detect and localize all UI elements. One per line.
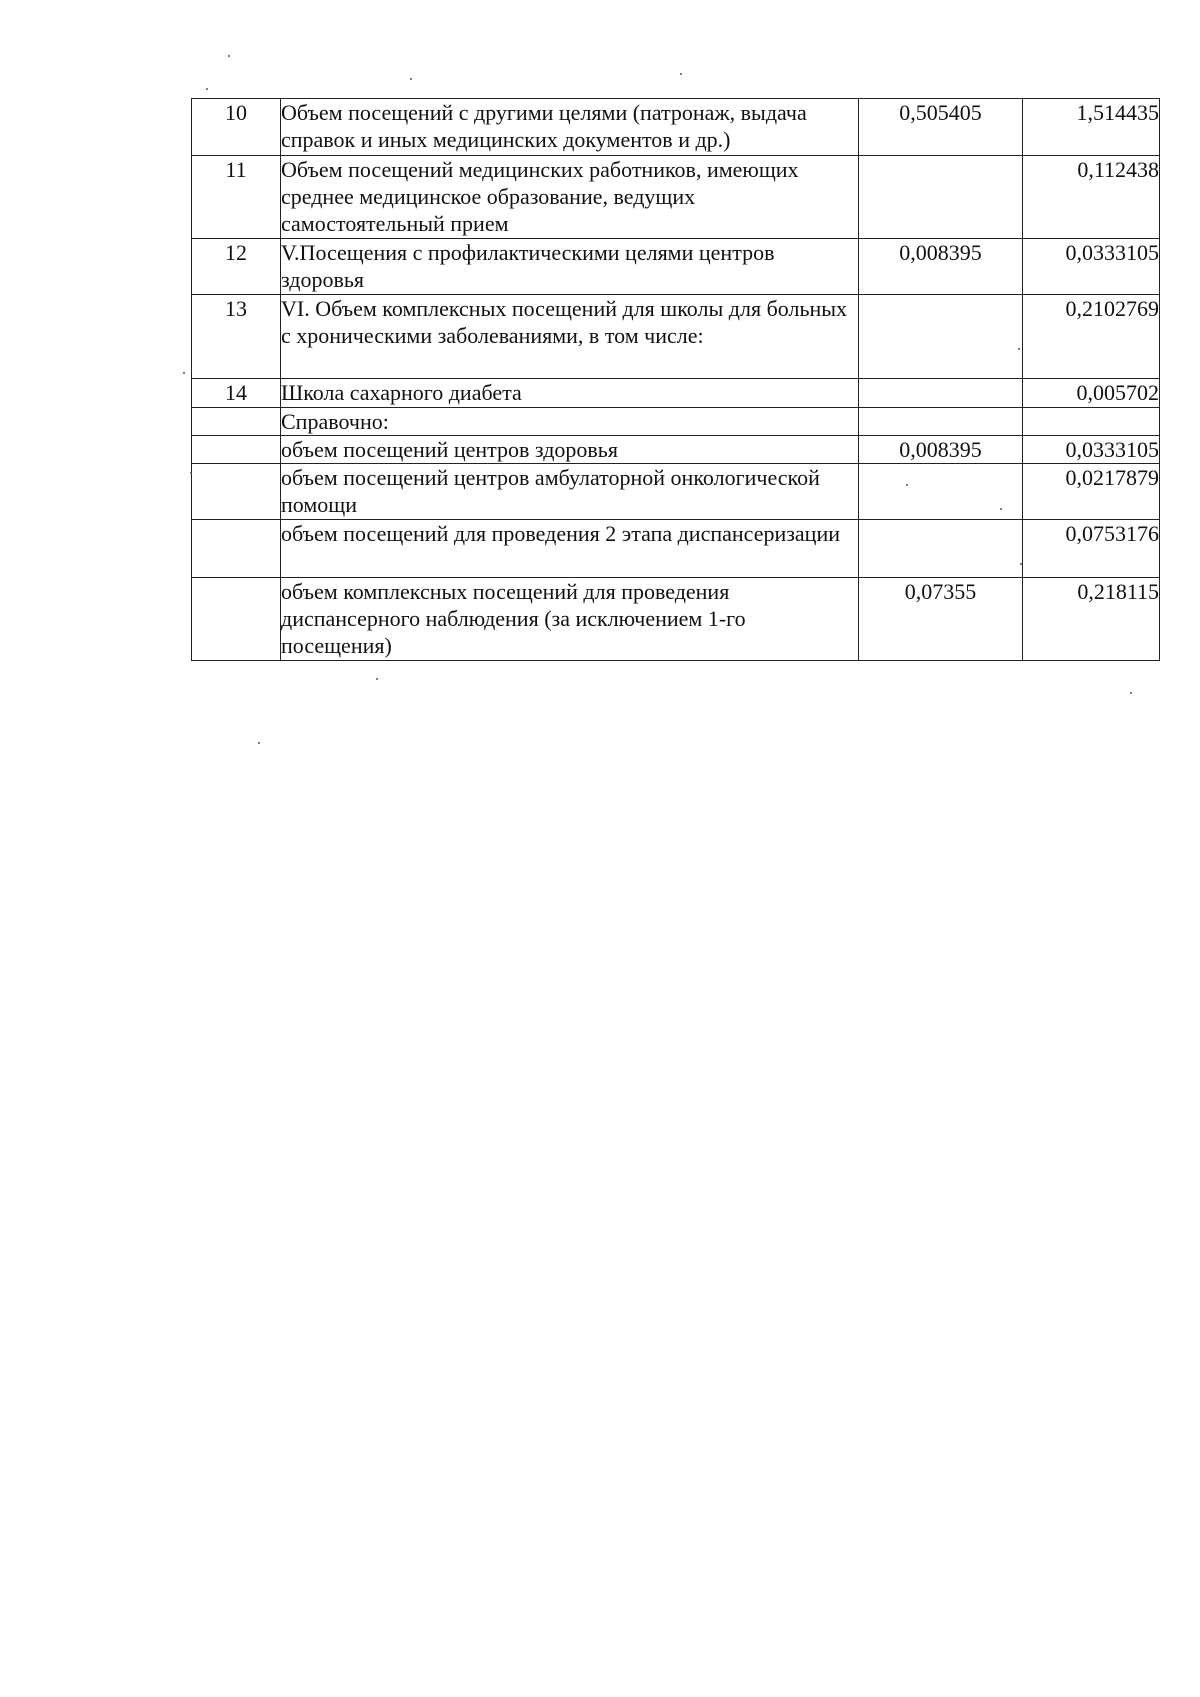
table-row: [192, 436, 1160, 464]
table-row: [192, 578, 1160, 661]
table-row: [192, 295, 1160, 379]
value-column-1: [859, 408, 1023, 436]
value-column-1: [859, 156, 1023, 239]
value-column-2: 0,0333105: [1023, 239, 1160, 295]
row-description: VI. Объем комплексных посещений для школы для больных с хроническими заболеваниями, в том числе:: [281, 295, 859, 379]
value-column-1: 0,505405: [859, 99, 1023, 156]
scan-speck: [1020, 563, 1022, 565]
row-description: Объем посещений с другими целями (патронаж, выдача справок и иных медицинских документов и др.): [281, 99, 859, 156]
volumes-table: [191, 98, 1160, 661]
row-description: объем комплексных посещений для проведения диспансерного наблюдения (за исключением 1-го посещения): [281, 578, 859, 661]
value-column-2: 1,514435: [1023, 99, 1160, 156]
scan-speck: [376, 678, 378, 680]
value-column-1: 0,008395: [859, 239, 1023, 295]
table-row: [192, 520, 1160, 578]
scan-speck: [228, 55, 230, 57]
row-description: объем посещений центров здоровья: [281, 436, 859, 464]
scan-speck: [410, 78, 412, 80]
row-number: [192, 520, 281, 578]
table-row: [192, 156, 1160, 239]
row-description: объем посещений для проведения 2 этапа диспансеризации: [281, 520, 859, 578]
value-column-2: 0,2102769: [1023, 295, 1160, 379]
row-number: 14: [192, 379, 281, 408]
row-number: 10: [192, 99, 281, 156]
scan-speck: [206, 88, 208, 90]
value-column-2: 0,0217879: [1023, 464, 1160, 520]
value-column-1: 0,07355: [859, 578, 1023, 661]
row-number: [192, 578, 281, 661]
scan-speck: [183, 372, 185, 374]
scan-speck: [1130, 692, 1132, 694]
row-number: 11: [192, 156, 281, 239]
row-number: [192, 436, 281, 464]
value-column-2: 0,218115: [1023, 578, 1160, 661]
value-column-2: 0,005702: [1023, 379, 1160, 408]
table-row: [192, 99, 1160, 156]
value-column-1: 0,008395: [859, 436, 1023, 464]
row-description: Школа сахарного диабета: [281, 379, 859, 408]
value-column-1: [859, 464, 1023, 520]
table-row: [192, 379, 1160, 408]
row-number: [192, 408, 281, 436]
scan-speck: [680, 73, 682, 75]
scan-speck: [258, 742, 260, 744]
value-column-2: 0,0753176: [1023, 520, 1160, 578]
table-row: [192, 408, 1160, 436]
value-column-1: [859, 520, 1023, 578]
table-row: [192, 464, 1160, 520]
row-number: 13: [192, 295, 281, 379]
table-row: [192, 239, 1160, 295]
value-column-2: 0,112438: [1023, 156, 1160, 239]
scan-speck: [190, 472, 192, 474]
row-description: объем посещений центров амбулаторной онкологической помощи: [281, 464, 859, 520]
scan-speck: [906, 484, 908, 486]
value-column-2: 0,0333105: [1023, 436, 1160, 464]
row-number: 12: [192, 239, 281, 295]
value-column-1: [859, 379, 1023, 408]
scan-speck: [1018, 348, 1020, 350]
scan-speck: [1000, 508, 1002, 510]
row-description: Объем посещений медицинских работников, имеющих среднее медицинское образование, ведущих самостоятельный прием: [281, 156, 859, 239]
value-column-2: [1023, 408, 1160, 436]
row-description: V.Посещения с профилактическими целями центров здоровья: [281, 239, 859, 295]
row-number: [192, 464, 281, 520]
row-description: Справочно:: [281, 408, 859, 436]
value-column-1: [859, 295, 1023, 379]
